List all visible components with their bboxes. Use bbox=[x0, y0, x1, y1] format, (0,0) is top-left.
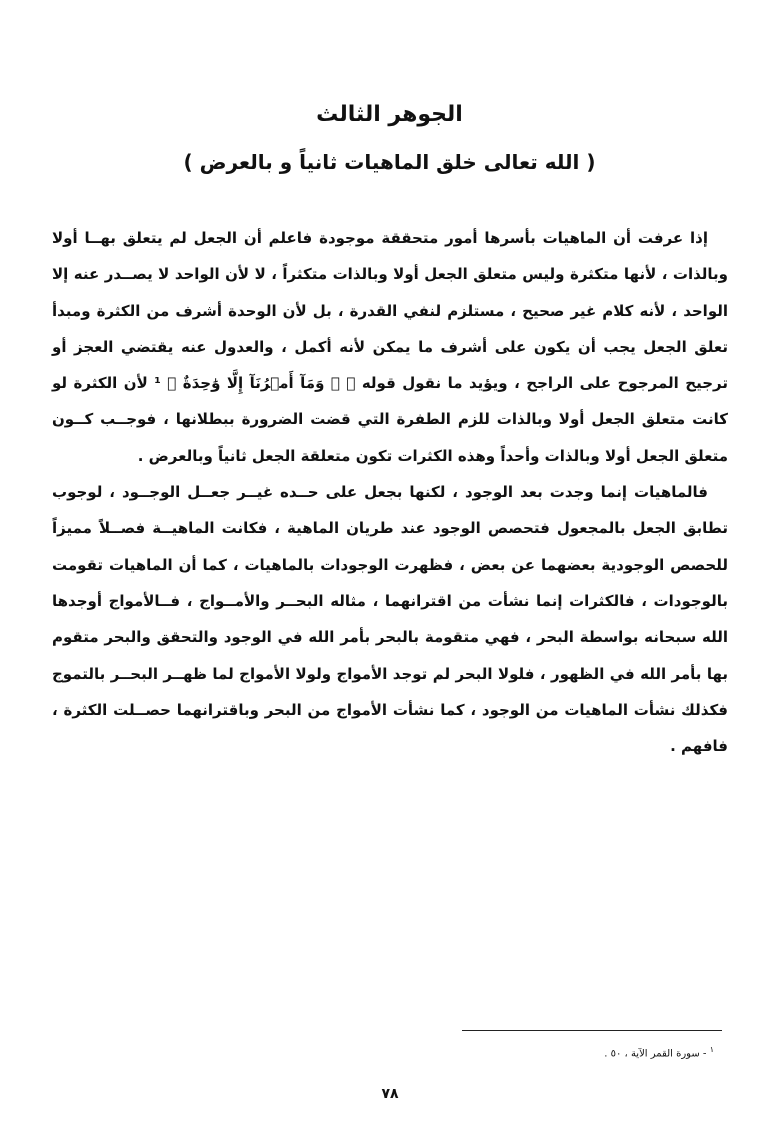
footnote bbox=[462, 1042, 714, 1062]
footnote-marker: ١ bbox=[709, 1045, 714, 1054]
paragraph: إذا عرفت أن الماهيات بأسرها أمور متحققة موجودة فاعلم أن الجعل لم يتعلق بهــا أولا وبالذات ، لأنها متكثرة وليس متعلق الجعل أولا وبالذات متكثراً ، لا لأن الواحد لا يصــدر عنه إلا الواحد ، لأنه كلام غير صحيح ، مستلزم لنفي القدرة ، بل لأن الوحدة أشرف من الكثرة ومبدأ تعلق الجعل يجب أن يكون على أشرف ما يمكن لأنه أكمل ، والعدول عنه يقتضي العجز أو ترجيح المرجوح على الراجح ، ويؤيد ما نقول قوله ﷻ ﴿ وَمَآ أَمۡرُنَآ إِلَّا وَٰحِدَةٌ ﴾ ¹ لأن الكثرة لو كانت متعلق الجعل أولا وبالذات للزم الطفرة التي قضت الضرورة ببطلانها ، فوجــب كــون متعلق الجعل أولا وبالذات وأحداً وهذه الكثرات تكون متعلقة الجعل ثانياً وبالعرض . bbox=[52, 229, 728, 465]
paragraph: فالماهيات إنما وجدت بعد الوجود ، لكنها بجعل على حــده غيــر جعــل الوجــود ، لوجوب تطابق الجعل بالمجعول فتحصص الوجود عند طريان الماهية ، فكانت الماهيــة فصــلاً مميزاً للحصص الوجودية بعضهما عن بعض ، فظهرت الوجودات بالماهيات ، كما أن الماهيات تقومت بالوجودات ، فالكثرات إنما نشأت من اقترانهما ، مثاله البحــر والأمــواج ، فــالأمواج أوجدها الله سبحانه بواسطة البحر ، فهي متقومة بالبحر بأمر الله في الوجود والتحقق والبحر متقوم بها بأمر الله في الظهور ، فلولا البحر لم توجد الأمواج ولولا الأمواج لما ظهــر البحــر بالتموج فكذلك نشأت الماهيات من الوجود ، كما نشأت الأمواج من البحر وباقترانهما حصــلت الكثرة ، فافهم . bbox=[52, 483, 728, 756]
section-title: الجوهر الثالث bbox=[316, 102, 463, 127]
footnote-text: - سورة القمر الآية ، ٥٠ . bbox=[604, 1048, 707, 1060]
body-text bbox=[52, 220, 728, 764]
page-number: ٧٨ bbox=[381, 1086, 399, 1102]
section-subtitle: ( الله تعالى خلق الماهيات ثانياً و بالعرض ) bbox=[183, 150, 596, 174]
footnote-divider bbox=[462, 1030, 722, 1031]
